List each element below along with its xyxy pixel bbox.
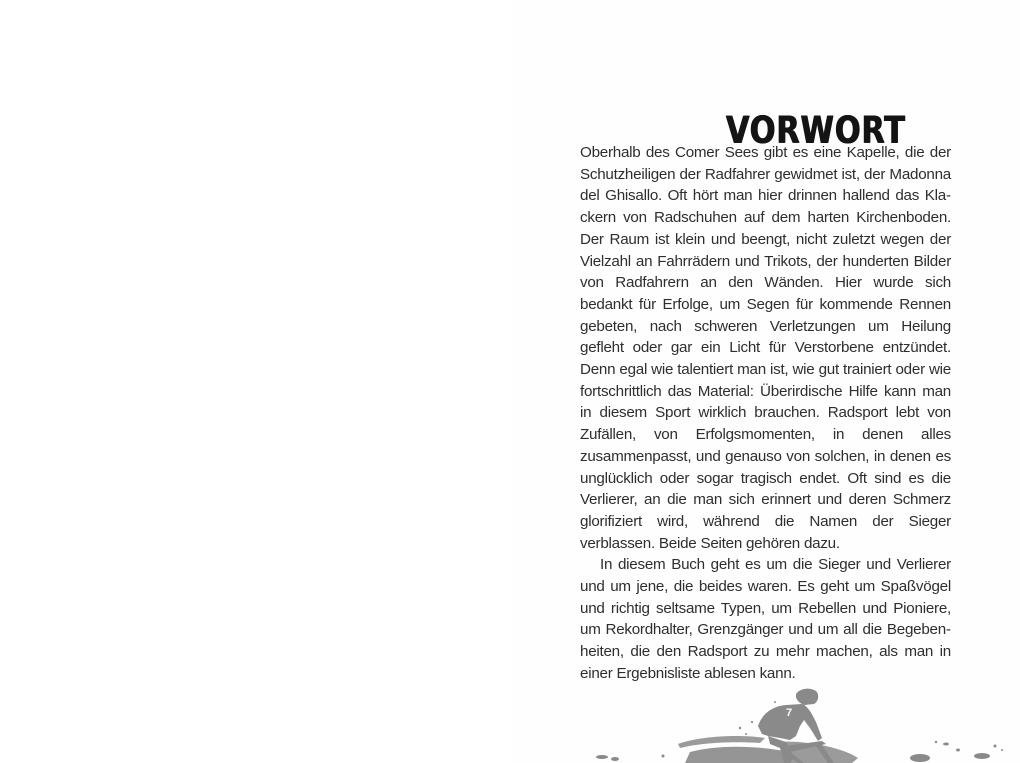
jersey-number: 7	[786, 707, 793, 719]
paragraph-1: Oberhalb des Comer Sees gibt es eine Kapelle, die der Schutzheiligen der Radfahrer gewidmet ist, der Madonna del Ghisallo. Oft hört man hier drinnen hallend das Klackern von Radschuhen auf dem harten Kirchenboden. Der Raum ist klein und beengt, nicht zuletzt wegen der Vielzahl an Fahrrädern und Trikots, der hunderten Bilder von Radfahrern an den Wänden. Hier wurde sich bedankt für Erfolge, um Segen für kommende Rennen gebeten, nach schweren Verletzungen um Heilung gefleht oder gar ein Licht für Verstorbene entzündet. Denn egal wie talentiert man ist, wie gut trainiert oder wie fortschrittlich das Material: Überirdische Hilfe kann man in diesem Sport wirklich brauchen. Radsport lebt von Zufällen, von Erfolgsmomenten, in denen alles zusammenpasst, und genauso von solchen, in denen es unglücklich oder sogar tragisch endet. Oft sind es die Verlierer, an die man sich erinnert und deren Schmerz glorifiziert wird, während die Namen der Sieger verblassen. Beide Seiten gehören dazu.	[580, 144, 951, 552]
paragraph-2: In diesem Buch geht es um die Sieger und Verlierer und um jene, die beides waren. Es geht um Spaßvögel und richtig seltsame Typen, um Rebellen und Pioniere, um Rekordhalter, Grenzgänger und um all die Begebenheiten, die den Radsport zu mehr machen, als man in einer Ergebnisliste ablesen kann.	[580, 556, 951, 682]
right-page	[510, 0, 1020, 763]
chapter-title: VORWORT	[725, 108, 906, 152]
foreword-body	[580, 142, 951, 685]
cyclist-illustration-icon	[590, 686, 1010, 763]
splatter-icon	[596, 755, 608, 759]
